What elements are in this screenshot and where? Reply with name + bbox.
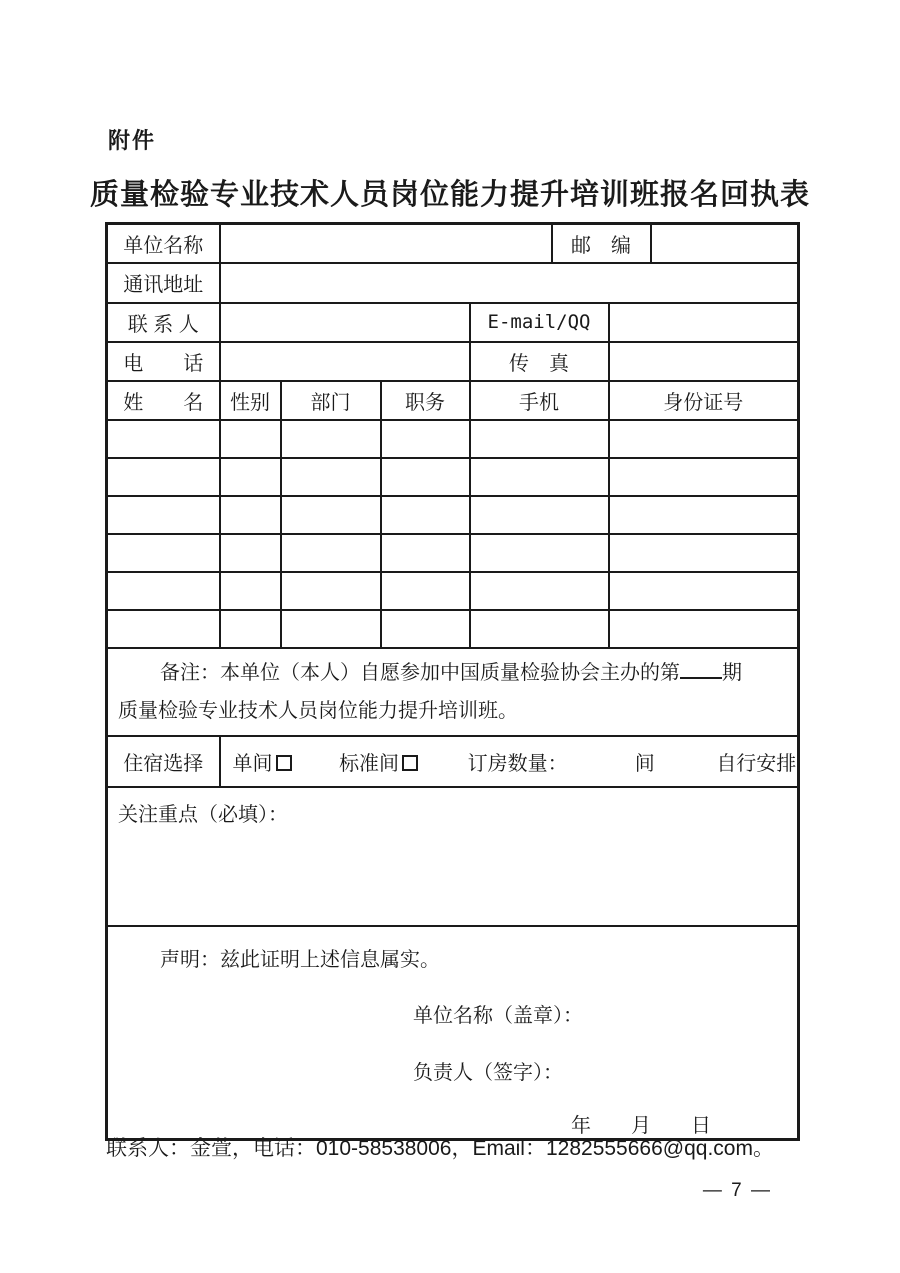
mobile-input-cell[interactable] — [470, 458, 609, 496]
mobile-input-cell[interactable] — [470, 610, 609, 648]
position-column-header: 职务 — [381, 381, 470, 420]
remarks-line1 — [118, 654, 787, 692]
id-number-input-cell[interactable] — [609, 610, 799, 648]
postal-code-label: 邮 编 — [552, 224, 651, 263]
fax-input-cell[interactable] — [609, 342, 799, 381]
position-input-cell[interactable] — [381, 458, 470, 496]
gender-input-cell[interactable] — [220, 534, 281, 572]
name-input-cell[interactable] — [107, 572, 220, 610]
focus-input-cell[interactable] — [107, 787, 799, 926]
declaration-cell — [107, 926, 799, 1140]
id-number-input-cell[interactable] — [609, 420, 799, 458]
single-room-label: 单间 — [232, 752, 273, 775]
unit-name-input-cell[interactable] — [220, 224, 552, 263]
gender-input-cell[interactable] — [220, 496, 281, 534]
gender-input-cell[interactable] — [220, 420, 281, 458]
self-arrange-label: 自行安排 — [716, 752, 797, 775]
gender-input-cell[interactable] — [220, 572, 281, 610]
focus-row — [107, 787, 799, 926]
address-row — [107, 263, 799, 303]
mobile-input-cell[interactable] — [470, 534, 609, 572]
booking-quantity-blank[interactable] — [577, 764, 629, 770]
position-input-cell[interactable] — [381, 534, 470, 572]
personnel-empty-row — [107, 572, 799, 610]
id-number-input-cell[interactable] — [609, 458, 799, 496]
phone-input-cell[interactable] — [220, 342, 470, 381]
department-column-header: 部门 — [281, 381, 381, 420]
position-input-cell[interactable] — [381, 496, 470, 534]
personnel-empty-row — [107, 496, 799, 534]
gender-input-cell[interactable] — [220, 610, 281, 648]
mobile-input-cell[interactable] — [470, 420, 609, 458]
personnel-header-row — [107, 381, 799, 420]
department-input-cell[interactable] — [281, 420, 381, 458]
remarks-text-suffix: 期 — [722, 661, 742, 684]
personnel-empty-row — [107, 610, 799, 648]
name-input-cell[interactable] — [107, 496, 220, 534]
phone-label: 电 话 — [107, 342, 220, 381]
attachment-label: 附件 — [108, 128, 157, 153]
remarks-text-prefix: 备注：本单位（本人）自愿参加中国质量检验协会主办的第 — [160, 661, 680, 684]
department-input-cell[interactable] — [281, 572, 381, 610]
accommodation-row — [107, 736, 799, 787]
postal-code-input-cell[interactable] — [651, 224, 799, 263]
page-number: — 7 — — [702, 1180, 772, 1201]
session-number-blank[interactable] — [680, 675, 722, 679]
department-input-cell[interactable] — [281, 534, 381, 572]
declaration-statement: 声明：兹此证明上述信息属实。 — [160, 948, 440, 971]
phone-row — [107, 342, 799, 381]
registration-form-table — [105, 222, 800, 1141]
booking-quantity-label: 订房数量： — [467, 752, 568, 775]
name-input-cell[interactable] — [107, 458, 220, 496]
footer-contact-line: 联系人：金萱，电话：010-58538006，Email：1282555666@qq.com。 — [106, 1137, 774, 1160]
standard-room-label: 标准间 — [339, 752, 400, 775]
accommodation-label: 住宿选择 — [107, 736, 220, 787]
accommodation-options-cell — [220, 736, 799, 787]
address-label: 通讯地址 — [107, 263, 220, 303]
single-room-option — [233, 753, 292, 775]
standard-room-checkbox[interactable] — [402, 755, 418, 771]
page-title: 质量检验专业技术人员岗位能力提升培训班报名回执表 — [89, 179, 810, 211]
position-input-cell[interactable] — [381, 572, 470, 610]
position-input-cell[interactable] — [381, 420, 470, 458]
contact-input-cell[interactable] — [220, 303, 470, 342]
remarks-row — [107, 648, 799, 736]
self-arrange-option — [716, 753, 798, 775]
name-input-cell[interactable] — [107, 420, 220, 458]
gender-input-cell[interactable] — [220, 458, 281, 496]
email-qq-label: E-mail/QQ — [470, 303, 609, 342]
date-placeholder: 年 月 日 — [571, 1114, 711, 1137]
remarks-cell — [107, 648, 799, 736]
personnel-empty-row — [107, 534, 799, 572]
signer-label: 负责人（签字）： — [413, 1061, 563, 1084]
department-input-cell[interactable] — [281, 496, 381, 534]
email-qq-input-cell[interactable] — [609, 303, 799, 342]
id-number-input-cell[interactable] — [609, 572, 799, 610]
mobile-input-cell[interactable] — [470, 496, 609, 534]
gender-column-header: 性别 — [220, 381, 281, 420]
single-room-checkbox[interactable] — [276, 755, 292, 771]
focus-label: 关注重点（必填）： — [118, 803, 288, 826]
mobile-column-header: 手机 — [470, 381, 609, 420]
address-input-cell[interactable] — [220, 263, 799, 303]
department-input-cell[interactable] — [281, 458, 381, 496]
fax-label: 传 真 — [470, 342, 609, 381]
department-input-cell[interactable] — [281, 610, 381, 648]
name-input-cell[interactable] — [107, 534, 220, 572]
mobile-input-cell[interactable] — [470, 572, 609, 610]
unit-name-label: 单位名称 — [107, 224, 220, 263]
name-column-header: 姓 名 — [107, 381, 220, 420]
id-number-input-cell[interactable] — [609, 496, 799, 534]
declaration-row — [107, 926, 799, 1140]
quantity-unit-label: 间 — [634, 752, 655, 775]
unit-name-row — [107, 224, 799, 263]
standard-room-option — [339, 753, 418, 775]
unit-seal-label: 单位名称（盖章）： — [413, 1004, 583, 1027]
id-number-column-header: 身份证号 — [609, 381, 799, 420]
name-input-cell[interactable] — [107, 610, 220, 648]
remarks-line2: 质量检验专业技术人员岗位能力提升培训班。 — [118, 699, 518, 722]
contact-label: 联 系 人 — [107, 303, 220, 342]
contact-row — [107, 303, 799, 342]
position-input-cell[interactable] — [381, 610, 470, 648]
personnel-empty-row — [107, 458, 799, 496]
personnel-empty-row — [107, 420, 799, 458]
id-number-input-cell[interactable] — [609, 534, 799, 572]
